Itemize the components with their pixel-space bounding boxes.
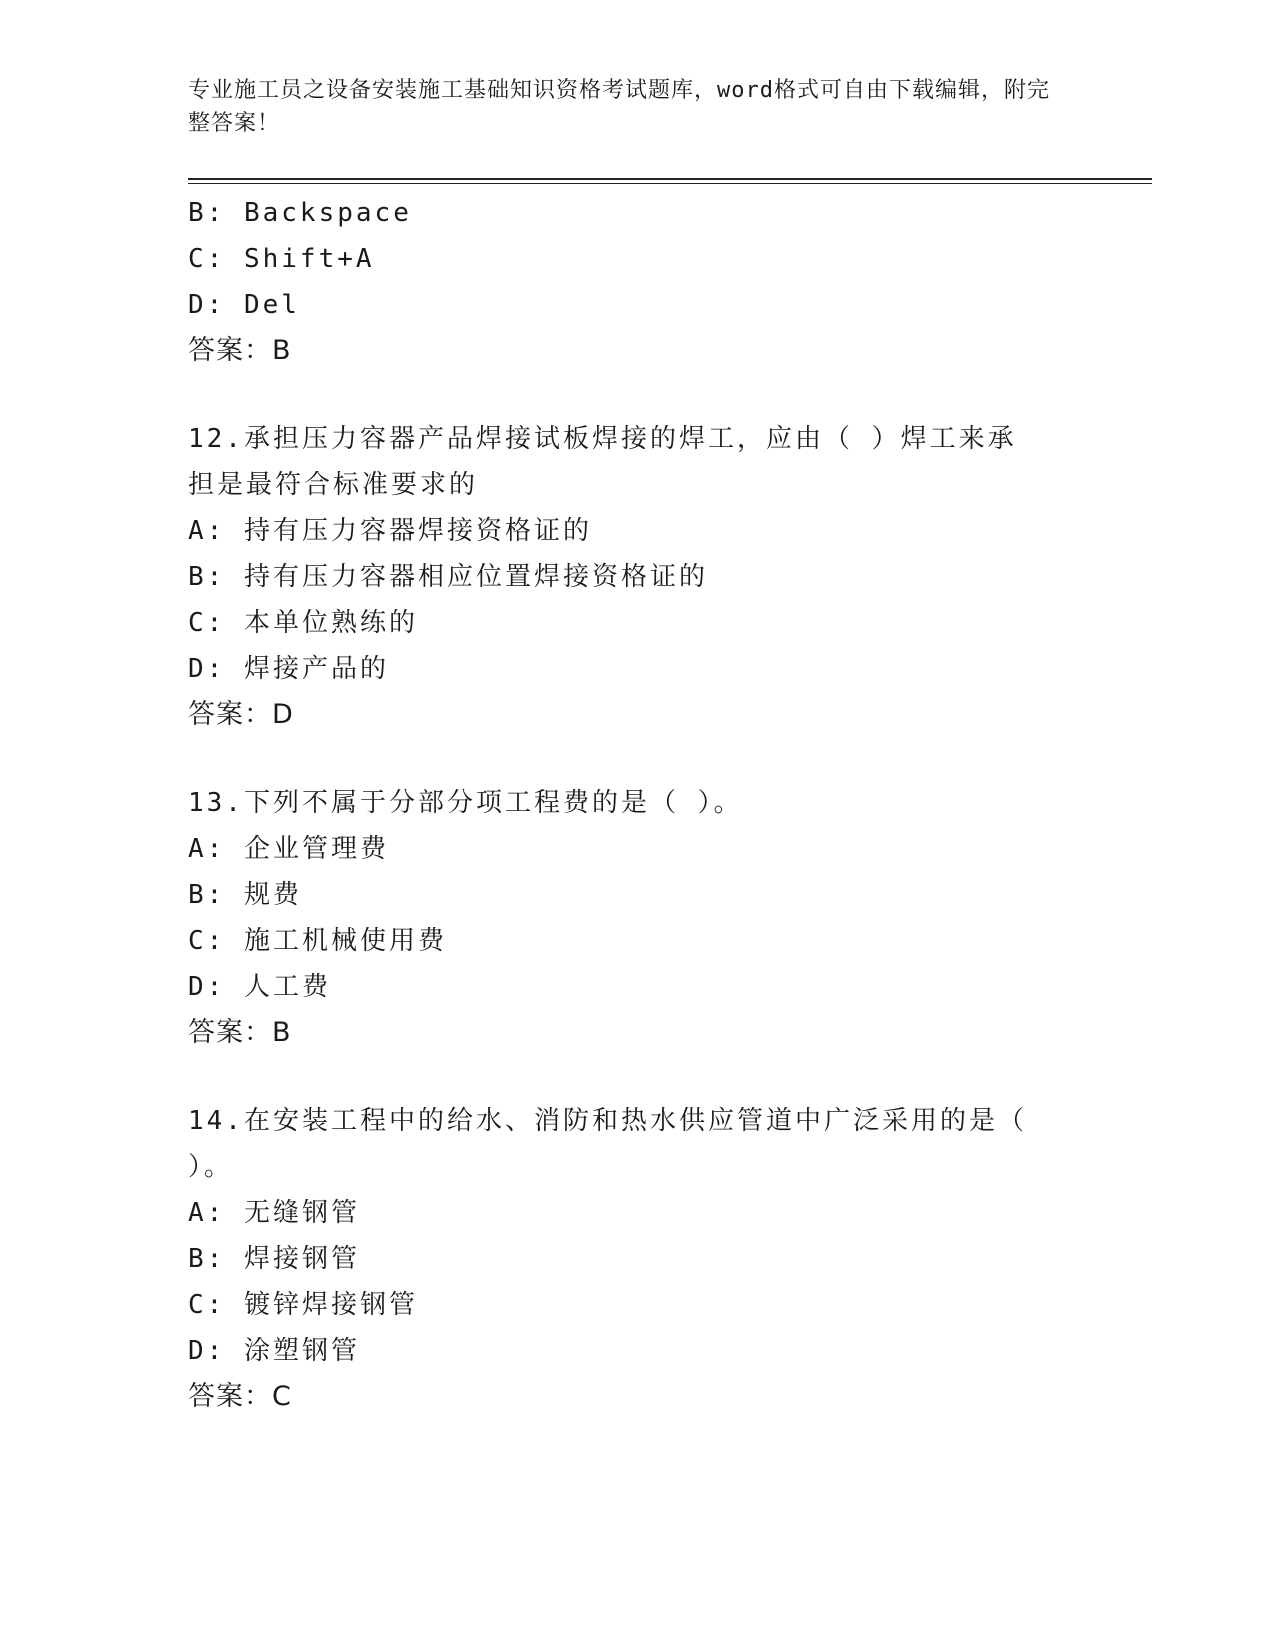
- question-block-13: [188, 780, 1088, 1056]
- option-d: [188, 646, 1088, 692]
- option-label: A:: [188, 516, 226, 546]
- option-a: [188, 826, 1088, 872]
- option-text: 涂塑钢管: [243, 1336, 360, 1366]
- option-label: B:: [188, 562, 226, 592]
- option-text: 焊接产品的: [243, 654, 389, 684]
- option-label: B:: [188, 1244, 226, 1274]
- option-label: D:: [188, 972, 226, 1002]
- option-label: D:: [188, 654, 226, 684]
- option-label: C:: [188, 926, 226, 956]
- option-text: 本单位熟练的: [243, 608, 418, 638]
- question-number: 12.: [188, 424, 244, 454]
- option-a: [188, 508, 1088, 554]
- option-c: [188, 918, 1088, 964]
- option-text: 镀锌焊接钢管: [243, 1290, 418, 1320]
- answer-line: 答案：B: [188, 1017, 292, 1048]
- option-label: C:: [188, 608, 226, 638]
- option-label: C:: [188, 244, 226, 274]
- option-text: 企业管理费: [243, 834, 389, 864]
- question-stem: [188, 780, 1088, 826]
- question-stem: [188, 1098, 1028, 1190]
- option-text: 施工机械使用费: [243, 926, 447, 956]
- document-header: 专业施工员之设备安装施工基础知识资格考试题库，word格式可自由下载编辑，附完整答案！: [188, 78, 1050, 136]
- question-block-11-continued: [188, 190, 1088, 374]
- option-a: [188, 1190, 1088, 1236]
- option-b: [188, 1236, 1088, 1282]
- option-text: Backspace: [243, 198, 412, 228]
- option-text: Del: [243, 290, 300, 320]
- option-text: 无缝钢管: [243, 1198, 360, 1228]
- option-text: 人工费: [243, 972, 331, 1002]
- option-text: Shift+A: [243, 244, 375, 274]
- header-divider-thin: [188, 183, 1152, 184]
- question-stem: [188, 416, 1028, 508]
- question-text: 承担压力容器产品焊接试板焊接的焊工，应由（ ）焊工来承担是最符合标准要求的: [188, 424, 1017, 500]
- option-text: 规费: [243, 880, 302, 910]
- option-label: A:: [188, 1198, 226, 1228]
- question-text: 在安装工程中的给水、消防和热水供应管道中广泛采用的是（ ）。: [188, 1106, 1027, 1182]
- question-block-14: [188, 1098, 1088, 1420]
- option-label: B:: [188, 880, 226, 910]
- answer-line: 答案：C: [188, 1381, 292, 1412]
- option-label: D:: [188, 290, 226, 320]
- answer-line: 答案：B: [188, 335, 292, 366]
- header-divider-thick: [188, 178, 1152, 180]
- option-d: [188, 282, 1088, 328]
- option-d: [188, 1328, 1088, 1374]
- question-text: 下列不属于分部分项工程费的是（ ）。: [243, 788, 743, 818]
- option-b: [188, 872, 1088, 918]
- question-block-12: [188, 416, 1088, 738]
- option-c: [188, 236, 1088, 282]
- option-c: [188, 600, 1088, 646]
- option-text: 焊接钢管: [243, 1244, 360, 1274]
- option-label: A:: [188, 834, 226, 864]
- option-label: D:: [188, 1336, 226, 1366]
- option-c: [188, 1282, 1088, 1328]
- question-number: 13.: [188, 788, 244, 818]
- answer-line: 答案：D: [188, 699, 294, 730]
- option-label: C:: [188, 1290, 226, 1320]
- option-text: 持有压力容器相应位置焊接资格证的: [243, 562, 708, 592]
- option-b: [188, 190, 1088, 236]
- question-list: [188, 190, 1088, 1420]
- option-label: B:: [188, 198, 226, 228]
- question-number: 14.: [188, 1106, 244, 1136]
- option-b: [188, 554, 1088, 600]
- option-d: [188, 964, 1088, 1010]
- option-text: 持有压力容器焊接资格证的: [243, 516, 592, 546]
